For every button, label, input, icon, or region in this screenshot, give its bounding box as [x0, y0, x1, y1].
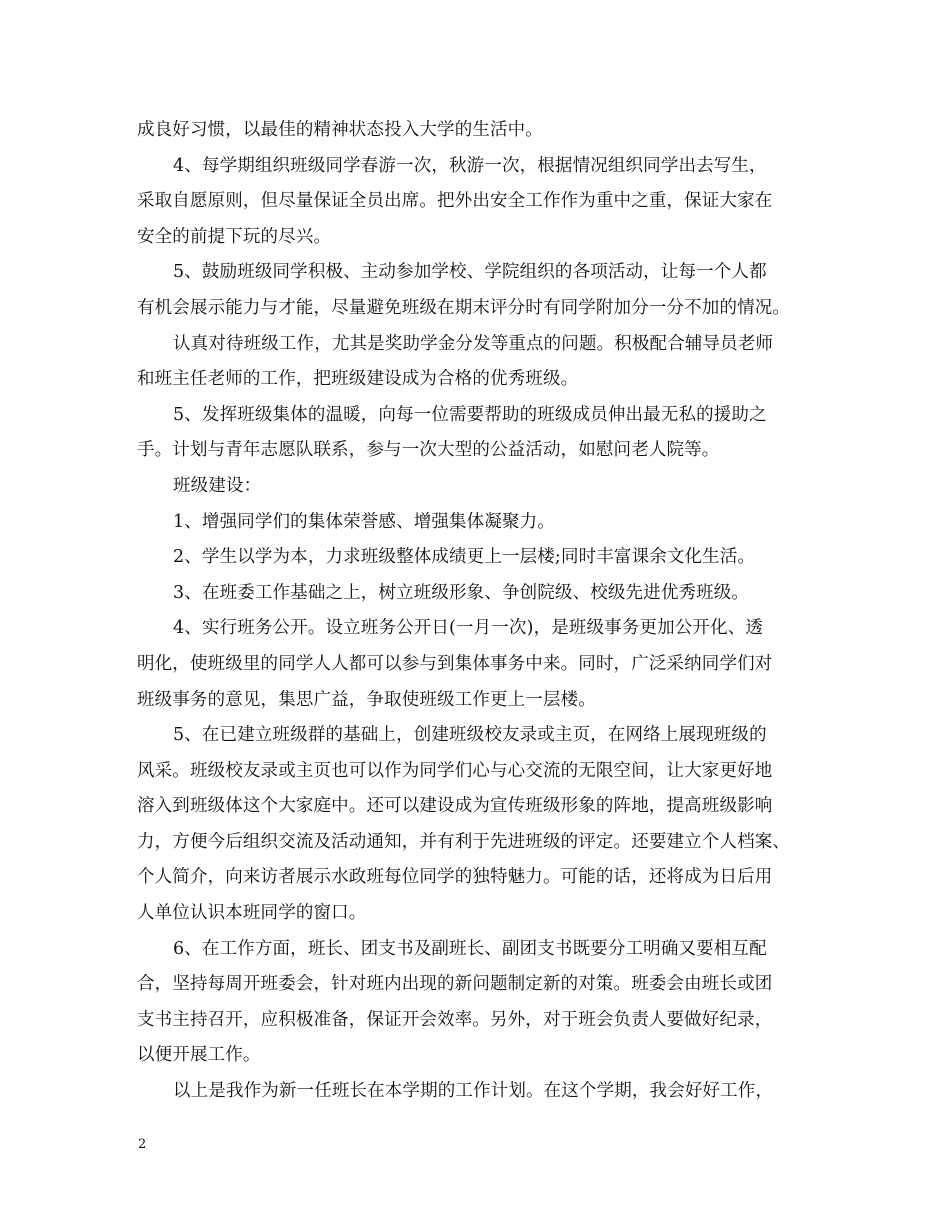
- text-line: 以便开展工作。: [137, 1045, 261, 1066]
- text-line: 5、发挥班级集体的温暖，向每一位需要帮助的班级成员伸出最无私的援助之: [173, 404, 767, 425]
- text-line: 有机会展示能力与才能，尽量避免班级在期末评分时有同学附加分一分不加的情况。: [137, 297, 791, 318]
- text-line: 5、鼓励班级同学积极、主动参加学校、学院组织的各项活动，让每一个人都: [173, 262, 767, 283]
- text-line: 成良好习惯，以最佳的精神状态投入大学的生活中。: [137, 120, 543, 140]
- text-line: 溶入到班级体这个大家庭中。还可以建设成为宣传班级形象的阵地，提高班级影响: [137, 796, 773, 817]
- text-line: 安全的前提下玩的尽兴。: [137, 226, 332, 247]
- document-body: [137, 113, 827, 1110]
- text-line: 3、在班委工作基础之上，树立班级形象、争创院级、校级先进优秀班级。: [173, 582, 750, 603]
- text-line: 手。计划与青年志愿队联系，参与一次大型的公益活动，如慰问老人院等。: [137, 440, 720, 461]
- text-line: 个人简介，向来访者展示水政班每位同学的独特魅力。可能的话，还将成为日后用: [137, 867, 773, 888]
- text-line: 力，方便今后组织交流及活动通知，并有利于先进班级的评定。还要建立个人档案、: [137, 831, 791, 852]
- text-line: 人单位认识本班同学的窗口。: [137, 903, 367, 924]
- text-line: 6、在工作方面，班长、团支书及副班长、副团支书既要分工明确又要相互配: [173, 938, 767, 959]
- text-line: 合，坚持每周开班委会，针对班内出现的新问题制定新的对策。班委会由班长或团: [137, 974, 773, 995]
- text-line: 4、每学期组织班级同学春游一次，秋游一次，根据情况组织同学出去写生，: [173, 155, 767, 176]
- text-line: 认真对待班级工作，尤其是奖助学金分发等重点的问题。积极配合辅导员老师: [173, 333, 774, 354]
- text-line: 风采。班级校友录或主页也可以作为同学们心与心交流的无限空间，让大家更好地: [137, 760, 773, 781]
- text-line: 4、实行班务公开。设立班务公开日(一月一次)，是班级事务更加公开化、透: [173, 618, 764, 639]
- text-line: 和班主任老师的工作，把班级建设成为合格的优秀班级。: [137, 369, 579, 390]
- text-line: 以上是我作为新一任班长在本学期的工作计划。在这个学期，我会好好工作，: [173, 1081, 774, 1102]
- text-line: 采取自愿原则，但尽量保证全员出席。把外出安全工作作为重中之重，保证大家在: [137, 191, 773, 212]
- text-line: 班级建设：: [173, 475, 262, 496]
- text-line: 支书主持召开，应积极准备，保证开会效率。另外，对于班会负责人要做好纪录，: [137, 1009, 773, 1030]
- text-line: 5、在已建立班级群的基础上，创建班级校友录或主页，在网络上展现班级的: [173, 725, 767, 746]
- text-line: 2、学生以学为本，力求班级整体成绩更上一层楼;同时丰富课余文化生活。: [173, 547, 756, 568]
- text-line: 明化，使班级里的同学人人都可以参与到集体事务中来。同时，广泛采纳同学们对: [137, 653, 773, 674]
- text-line: 1、增强同学们的集体荣誉感、增强集体凝聚力。: [173, 511, 555, 532]
- page-number: 2: [138, 1137, 147, 1152]
- text-line: 班级事务的意见，集思广益，争取使班级工作更上一层楼。: [137, 689, 596, 710]
